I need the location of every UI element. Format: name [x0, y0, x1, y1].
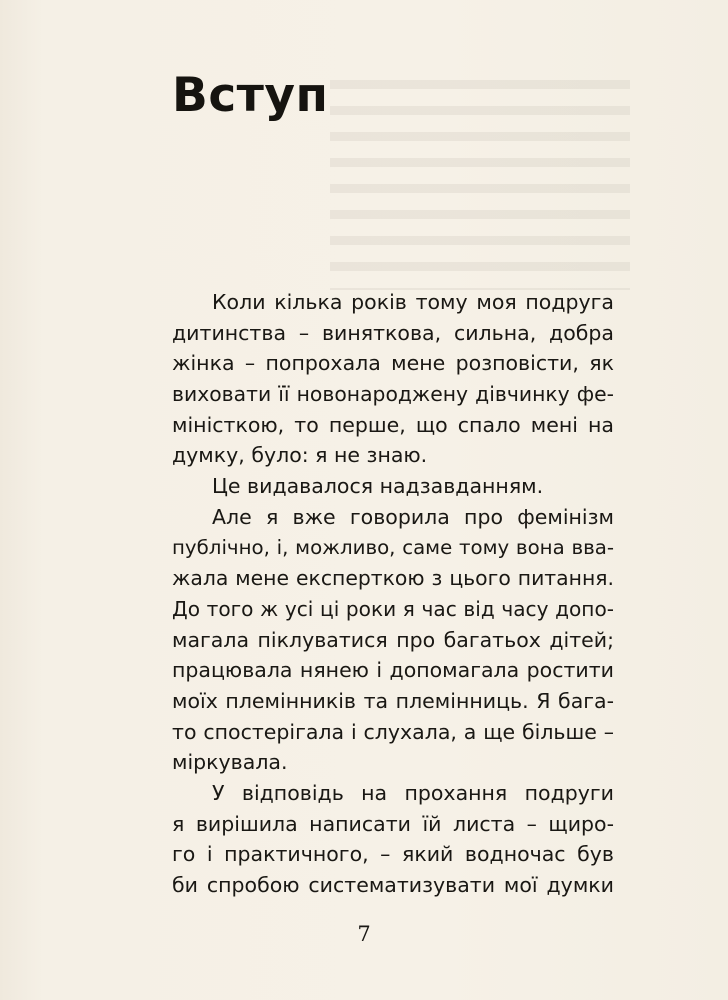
- text-line: магала піклуватися про багатьох дітей;: [172, 627, 614, 652]
- bleed-through-shadow: [330, 80, 630, 290]
- text-line: го і практичного, – який водночас був: [172, 842, 614, 867]
- text-line: Це видавалося надзавданням.: [212, 474, 544, 499]
- text-line: думку, було: я не знаю.: [172, 443, 428, 468]
- chapter-title: Вступ: [172, 68, 329, 123]
- text-line: би спробою систематизувати мої думки: [172, 873, 614, 898]
- text-line: моїх племінників та племінниць. Я бага-: [172, 688, 614, 713]
- page-number: 7: [357, 922, 371, 946]
- text-line: працювала нянею і допомагала ростити: [172, 658, 614, 683]
- text-line: міністкою, то перше, що спало мені на: [172, 412, 614, 437]
- text-line: виховати її новонароджену дівчинку фе-: [172, 382, 614, 407]
- text-line: публічно, і, можливо, саме тому вона вва-: [172, 535, 614, 559]
- text-line: міркувала.: [172, 750, 288, 775]
- text-line: жала мене експерткою з цього питання.: [172, 566, 614, 591]
- text-line: дитинства – виняткова, сильна, добра: [172, 320, 614, 345]
- text-line: я вирішила написати їй листа – щиро-: [172, 811, 614, 836]
- body-text: [172, 287, 614, 901]
- text-line: жінка – попрохала мене розповісти, як: [172, 351, 614, 376]
- text-line: До того ж усі ці роки я час від часу допо-: [172, 596, 614, 621]
- text-line: Коли кілька років тому моя подруга: [212, 290, 614, 314]
- text-line: У відповідь на прохання подруги: [212, 781, 614, 805]
- text-line: то спостерігала і слухала, а ще більше –: [172, 719, 614, 744]
- text-line: Але я вже говорила про фемінізм: [212, 504, 614, 529]
